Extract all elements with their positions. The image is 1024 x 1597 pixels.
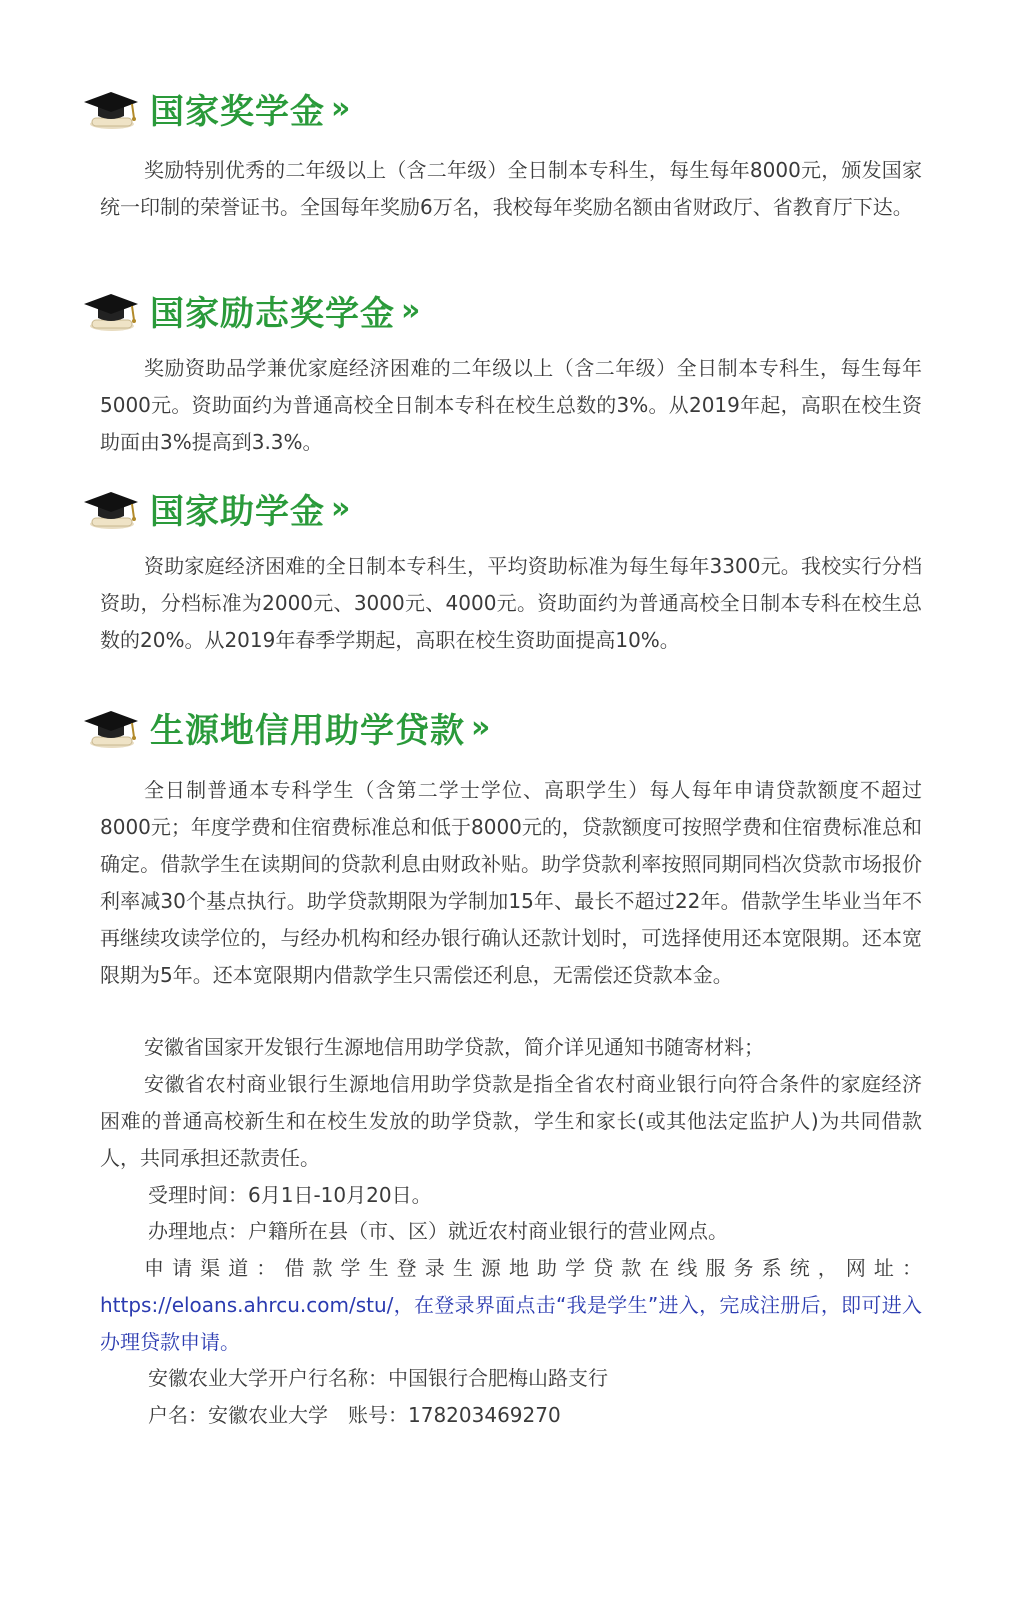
loan-channel-label: 申请渠道：借款学生登录生源地助学贷款在线服务系统，网址：	[144, 1256, 922, 1280]
loan-rcb-text: 安徽省农村商业银行生源地信用助学贷款是指全省农村商业银行向符合条件的家庭经济困难的普通高校新生和在校生发放的助学贷款，学生和家长(或其他法定监护人)为共同借款人，共同承担还款责任。	[100, 1072, 922, 1170]
graduation-cap-icon	[82, 286, 140, 334]
section-header-student-loan	[82, 697, 490, 757]
loan-time: 受理时间：6月1日-10月20日。	[148, 1183, 432, 1207]
bank-name: 安徽农业大学开户行名称：中国银行合肥梅山路支行	[148, 1366, 608, 1390]
section-header-national-grant	[82, 478, 350, 538]
loan-place: 办理地点：户籍所在县（市、区）就近农村商业银行的营业网点。	[148, 1219, 728, 1243]
loan-channel	[100, 1250, 922, 1361]
section-header-national-scholarship	[82, 78, 350, 138]
section-title: 国家奖学金	[150, 91, 325, 132]
graduation-cap-icon	[82, 484, 140, 532]
section-title: 生源地信用助学贷款	[150, 710, 465, 751]
loan-cdb-text: 安徽省国家开发银行生源地信用助学贷款，简介详见通知书随寄材料；	[144, 1035, 764, 1059]
section-header-national-encouragement-scholarship	[82, 280, 420, 340]
section-body: 奖励特别优秀的二年级以上（含二年级）全日制本专科生，每生每年8000元，颁发国家统一印制的荣誉证书。全国每年奖励6万名，我校每年奖励名额由省财政厅、省教育厅下达。	[100, 158, 922, 219]
graduation-cap-icon	[82, 703, 140, 751]
loan-website-link[interactable]: https://eloans.ahrcu.com/stu/，在登录界面点击“我是学生”进入，完成注册后，即可进入办理贷款申请。	[100, 1293, 922, 1354]
section-body: 资助家庭经济困难的全日制本专科生，平均资助标准为每生每年3300元。我校实行分档资助，分档标准为2000元、3000元、4000元。资助面约为普通高校全日制本专科在校生总数的20%。从2019年春季学期起，高职在校生资助面提高10%。	[100, 554, 922, 652]
chevron-right-icon: »	[471, 709, 491, 745]
section-title: 国家励志奖学金	[150, 293, 395, 334]
chevron-right-icon: »	[331, 490, 351, 526]
chevron-right-icon: »	[331, 90, 351, 126]
section-body: 全日制普通本专科学生（含第二学士学位、高职学生）每人每年申请贷款额度不超过8000元；年度学费和住宿费标准总和低于8000元的，贷款额度可按照学费和住宿费标准总和确定。借款学生在读期间的贷款利息由财政补贴。助学贷款利率按照同期同档次贷款市场报价利率减30个基点执行。助学贷款期限为学制加15年、最长不超过22年。借款学生毕业当年不再继续攻读学位的，与经办机构和经办银行确认还款计划时，可选择使用还本宽限期。还本宽限期为5年。还本宽限期内借款学生只需偿还利息，无需偿还贷款本金。	[100, 778, 922, 987]
graduation-cap-icon	[82, 84, 140, 132]
bank-account: 户名：安徽农业大学 账号：178203469270	[148, 1403, 561, 1427]
section-title: 国家助学金	[150, 491, 325, 532]
chevron-right-icon: »	[401, 292, 421, 328]
section-body: 奖励资助品学兼优家庭经济困难的二年级以上（含二年级）全日制本专科生，每生每年5000元。资助面约为普通高校全日制本专科在校生总数的3%。从2019年起，高职在校生资助面由3%提高到3.3%。	[100, 356, 922, 454]
